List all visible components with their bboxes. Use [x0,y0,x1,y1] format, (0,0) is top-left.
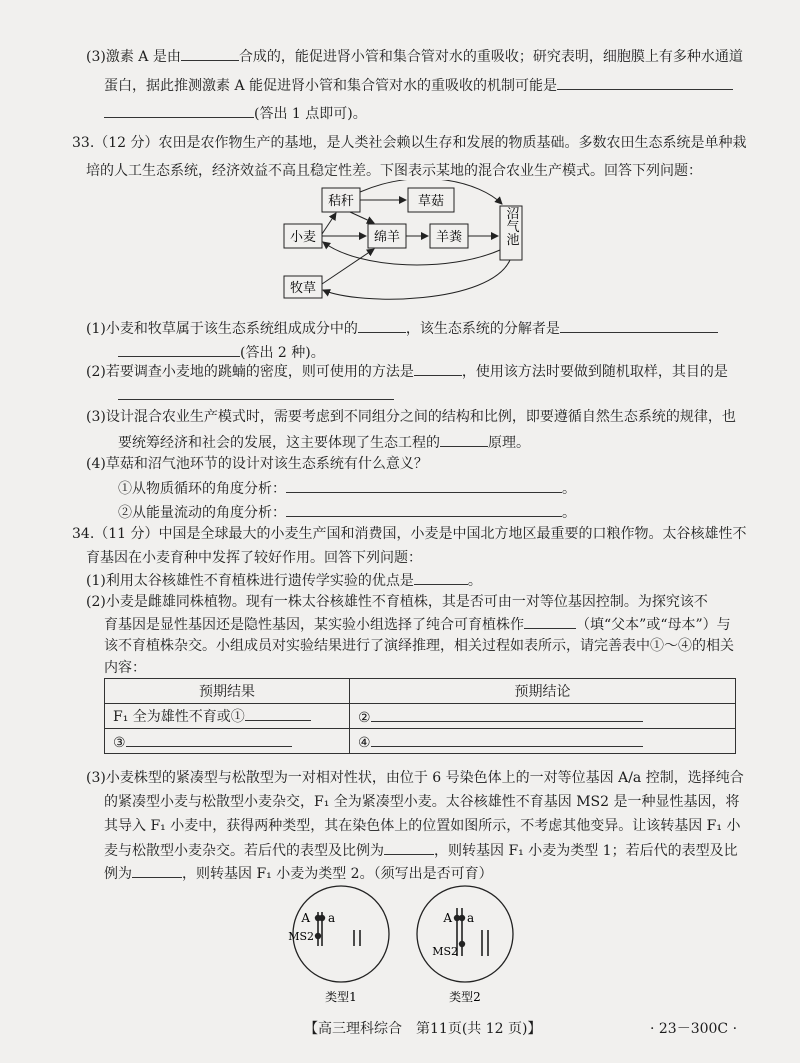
q33-2-line2 [118,385,394,406]
q34-2-line1: (2)小麦是雌雄同株植物。现有一株太谷核雄性不育植株，其是否可由一对等位基因控制。为探究该不 [86,594,708,610]
allele-a-type1: a [328,911,336,925]
q33-3-line2: 要统筹经济和社会的发展，这主要体现了生态工程的 原理。 [118,432,530,453]
node-mucao: 牧草 [289,281,317,296]
node-xiaomai: 小麦 [289,230,317,245]
q33-2-line1: (2)若要调查小麦地的跳蝻的密度，则可使用的方法是 ，使用该方法时要做到随机取样，其目的是 [86,361,728,382]
node-yangfen: 羊粪 [435,230,463,245]
q34-3-line1: (3)小麦株型的紧凑型与松散型为一对相对性状，由位于 6 号染色体上的一对等位基因 A/a 控制，选择纯合 [86,770,744,786]
node-mianyang: 绵羊 [373,230,401,245]
q33-intro-2: 培的人工生态系统，经济效益不高且稳定性差。下图表示某地的混合农业生产模式。回答下列问题： [86,163,702,179]
mixed-agriculture-diagram [270,180,540,305]
q34-2-line3: 该不育植株杂交。小组成员对实验结果进行了演绎推理，相关过程如表所示，请完善表中①～④的相关 [104,638,734,654]
table-header-expected-result: 预期结果 [105,679,350,704]
cell-type2-circle [417,886,513,982]
q34-2-line2: 育基因是显性基因还是隐性基因，某实验小组选择了纯合可育植株作 （填“父本”或“母本”）与 [104,614,731,635]
q34-3-line3: 其导入 F₁ 小麦中，获得两种类型，其在染色体上的位置如图所示，不考虑其他变异。让该转基因 F₁ 小 [104,818,741,834]
node-caogu: 草菇 [417,194,445,209]
q34-intro-1: 34.（11 分）中国是全球最大的小麦生产国和消费国，小麦是中国北方地区最重要的口粮作物。太谷核雄性不 [72,526,747,542]
q33-4-question: (4)草菇和沼气池环节的设计对该生态系统有什么意义？ [86,456,428,472]
allele-A-type2: A [443,911,452,925]
allele-a-type2: a [467,911,475,925]
q32-3-line1: (3)激素 A 是由 合成的，能促进肾小管和集合管对水的重吸收；研究表明，细胞膜上有多种水通道 [86,46,743,67]
table-cell-1-2: ② [350,704,736,729]
footer-page-info: 【高三理科综合 第11页(共 12 页)】 [304,1021,542,1037]
q34-3-line4: 麦与松散型小麦杂交。若后代的表型及比例为 ，则转基因 F₁ 小麦为类型 1；若后代的表型及比 [104,840,738,861]
q33-1-line2: (答出 2 种)。 [118,342,325,363]
allele-A-type1: A [301,911,310,925]
q33-4-energy-flow: ②从能量流动的角度分析： 。 [118,502,576,523]
q32-3-line2: 蛋白，据此推测激素 A 能促进肾小管和集合管对水的重吸收的机制可能是 [104,75,733,96]
table-cell-2-2: ④ [350,729,736,754]
gene-ms2-type2: MS2 [432,945,458,958]
table-cell-1-1: F₁ 全为雄性不育或① [105,704,350,729]
q34-3-line2: 的紧凑型小麦与松散型小麦杂交，F₁ 全为紧凑型小麦。太谷核雄性不育基因 MS2 是一种显性基因，将 [104,794,740,810]
q33-1-line1: (1)小麦和牧草属于该生态系统组成成分中的 ，该生态系统的分解者是 [86,318,718,339]
label-type2: 类型2 [449,990,481,1004]
q34-3-line5: 例为 ，则转基因 F₁ 小麦为类型 2。（须写出是否可育） [104,863,493,884]
q34-intro-2: 育基因在小麦育种中发挥了较好作用。回答下列问题： [86,550,422,566]
footer-code: · 23－300C · [650,1021,738,1037]
q33-3-line1: (3)设计混合农业生产模式时，需要考虑到不同组分之间的结构和比例，即要遵循自然生态系统的规律，也 [86,409,736,425]
q34-2-line4: 内容： [104,660,146,676]
q33-4-material-cycle: ①从物质循环的角度分析： 。 [118,478,576,499]
q33-intro-1: 33.（12 分）农田是农作物生产的基地，是人类社会赖以生存和发展的物质基础。多数农田生态系统是单种栽 [72,135,747,151]
gene-ms2-type1: MS2 [288,930,314,943]
table-header-expected-conclusion: 预期结论 [350,679,736,704]
label-type1: 类型1 [325,990,357,1004]
chromosome-figure [280,882,540,1012]
results-table [104,678,736,754]
table-cell-2-1: ③ [105,729,350,754]
node-zhaoqichi: 沼气池 [503,206,519,246]
q34-1: (1)利用太谷核雄性不育植株进行遗传学实验的优点是 。 [86,570,482,591]
q32-3-line3: (答出 1 点即可)。 [104,103,367,124]
node-jiegan: 秸秆 [327,194,355,209]
